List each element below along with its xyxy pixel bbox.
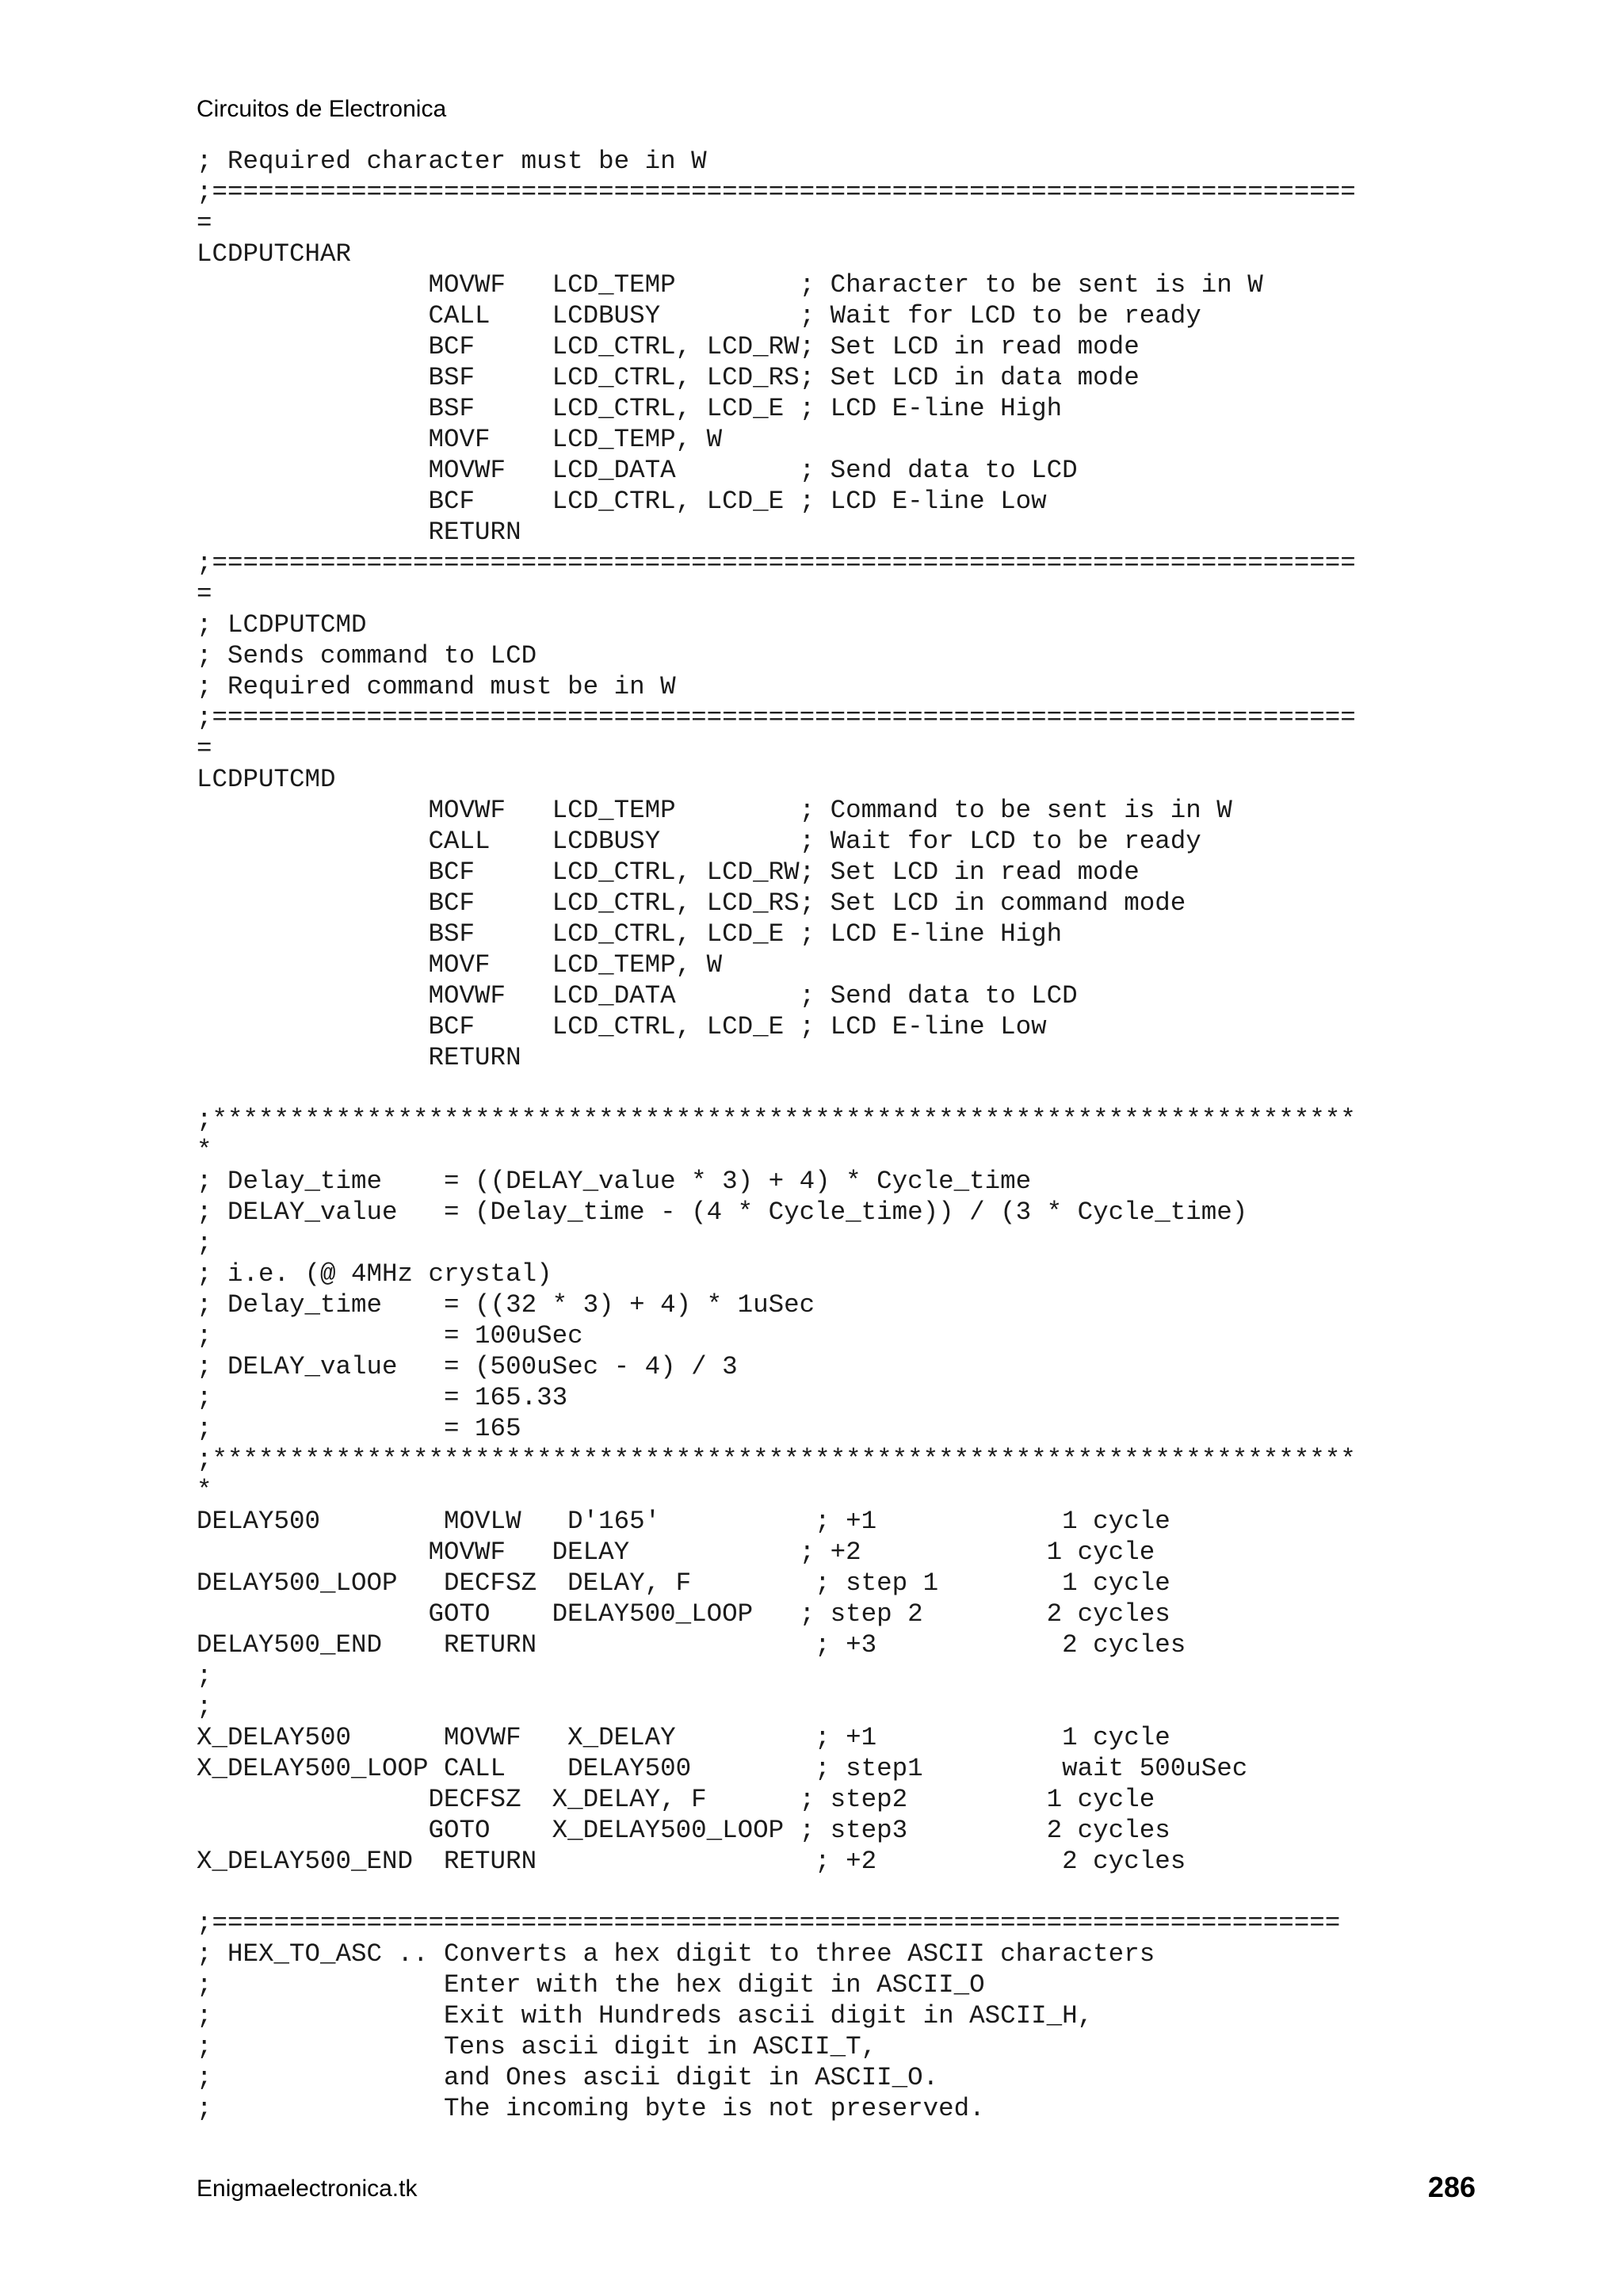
code-line: DECFSZ X_DELAY, F ; step2 1 cycle — [197, 1785, 1155, 1814]
code-line: ; — [197, 1692, 212, 1721]
code-line: ; The incoming byte is not preserved. — [197, 2094, 985, 2123]
code-line: RETURN — [197, 1043, 521, 1072]
code-line: MOVF LCD_TEMP, W — [197, 425, 723, 454]
code-line — [197, 1073, 1356, 1104]
code-line: ; Required character must be in W — [197, 147, 707, 176]
code-line: BCF LCD_CTRL, LCD_RW; Set LCD in read mode — [197, 858, 1140, 887]
code-line: ;************************************************************************** — [197, 1445, 1356, 1474]
code-line: ;========================================================================= — [197, 1908, 1341, 1938]
code-line: MOVF LCD_TEMP, W — [197, 950, 723, 980]
code-line: ; Required command must be in W — [197, 672, 676, 701]
code-line: * — [197, 1136, 212, 1165]
code-line: ; Sends command to LCD — [197, 641, 537, 670]
code-line: X_DELAY500_LOOP CALL DELAY500 ; step1 wait 500uSec — [197, 1754, 1248, 1783]
code-line: ; i.e. (@ 4MHz crystal) — [197, 1259, 552, 1289]
code-line: ;************************************************************************** — [197, 1105, 1356, 1134]
code-listing — [197, 146, 1356, 2124]
code-line: ; = 165 — [197, 1414, 521, 1443]
code-line: GOTO DELAY500_LOOP ; step 2 2 cycles — [197, 1599, 1170, 1629]
code-line: ; — [197, 1661, 212, 1690]
code-line: = — [197, 579, 212, 609]
code-line: MOVWF LCD_TEMP ; Character to be sent is in W — [197, 270, 1263, 300]
code-line: ; — [197, 1228, 212, 1258]
code-line: X_DELAY500 MOVWF X_DELAY ; +1 1 cycle — [197, 1723, 1170, 1752]
code-line: MOVWF DELAY ; +2 1 cycle — [197, 1538, 1155, 1567]
code-line: ;========================================================================== — [197, 548, 1356, 578]
code-line: ; and Ones ascii digit in ASCII_O. — [197, 2063, 939, 2092]
code-line: BCF LCD_CTRL, LCD_E ; LCD E-line Low — [197, 1012, 1047, 1041]
code-line: = — [197, 208, 212, 238]
code-line: GOTO X_DELAY500_LOOP ; step3 2 cycles — [197, 1816, 1170, 1845]
page-header-title: Circuitos de Electronica — [197, 96, 447, 122]
code-line: ; HEX_TO_ASC .. Converts a hex digit to three ASCII characters — [197, 1939, 1155, 1969]
code-line: ; Delay_time = ((32 * 3) + 4) * 1uSec — [197, 1290, 815, 1320]
code-line: BCF LCD_CTRL, LCD_E ; LCD E-line Low — [197, 487, 1047, 516]
code-line: BSF LCD_CTRL, LCD_E ; LCD E-line High — [197, 919, 1063, 949]
code-line: DELAY500_END RETURN ; +3 2 cycles — [197, 1630, 1186, 1660]
code-line: MOVWF LCD_TEMP ; Command to be sent is in W — [197, 796, 1232, 825]
code-line: ; = 100uSec — [197, 1321, 583, 1350]
code-line: LCDPUTCHAR — [197, 239, 352, 269]
code-line: ; Exit with Hundreds ascii digit in ASCII_H, — [197, 2001, 1094, 2030]
code-line: MOVWF LCD_DATA ; Send data to LCD — [197, 981, 1078, 1010]
code-line: BSF LCD_CTRL, LCD_RS; Set LCD in data mode — [197, 363, 1140, 392]
code-line: RETURN — [197, 518, 521, 547]
code-line: = — [197, 734, 212, 763]
code-line: ;========================================================================== — [197, 703, 1356, 732]
code-line: ; Tens ascii digit in ASCII_T, — [197, 2032, 877, 2061]
code-line: CALL LCDBUSY ; Wait for LCD to be ready — [197, 827, 1201, 856]
code-line: BSF LCD_CTRL, LCD_E ; LCD E-line High — [197, 394, 1063, 423]
code-line: ; LCDPUTCMD — [197, 610, 367, 640]
code-line: BCF LCD_CTRL, LCD_RS; Set LCD in command mode — [197, 888, 1186, 918]
code-line: ; DELAY_value = (500uSec - 4) / 3 — [197, 1352, 738, 1381]
code-line: ;========================================================================== — [197, 178, 1356, 207]
code-line: X_DELAY500_END RETURN ; +2 2 cycles — [197, 1847, 1186, 1876]
code-line: ; Delay_time = ((DELAY_value * 3) + 4) * Cycle_time — [197, 1167, 1032, 1196]
code-line: LCDPUTCMD — [197, 765, 336, 794]
code-line — [197, 1877, 1356, 1908]
code-line: MOVWF LCD_DATA ; Send data to LCD — [197, 456, 1078, 485]
code-line: DELAY500 MOVLW D'165' ; +1 1 cycle — [197, 1507, 1170, 1536]
code-line: BCF LCD_CTRL, LCD_RW; Set LCD in read mode — [197, 332, 1140, 361]
code-line: ; Enter with the hex digit in ASCII_O — [197, 1970, 985, 2000]
code-line: ; DELAY_value = (Delay_time - (4 * Cycle_time)) / (3 * Cycle_time) — [197, 1198, 1248, 1227]
page-number: 286 — [1427, 2171, 1476, 2203]
code-line: DELAY500_LOOP DECFSZ DELAY, F ; step 1 1 cycle — [197, 1568, 1170, 1598]
footer-site-name: Enigmaelectronica.tk — [197, 2176, 418, 2202]
code-line: ; = 165.33 — [197, 1383, 568, 1412]
code-line: * — [197, 1476, 212, 1505]
code-line: CALL LCDBUSY ; Wait for LCD to be ready — [197, 301, 1201, 330]
